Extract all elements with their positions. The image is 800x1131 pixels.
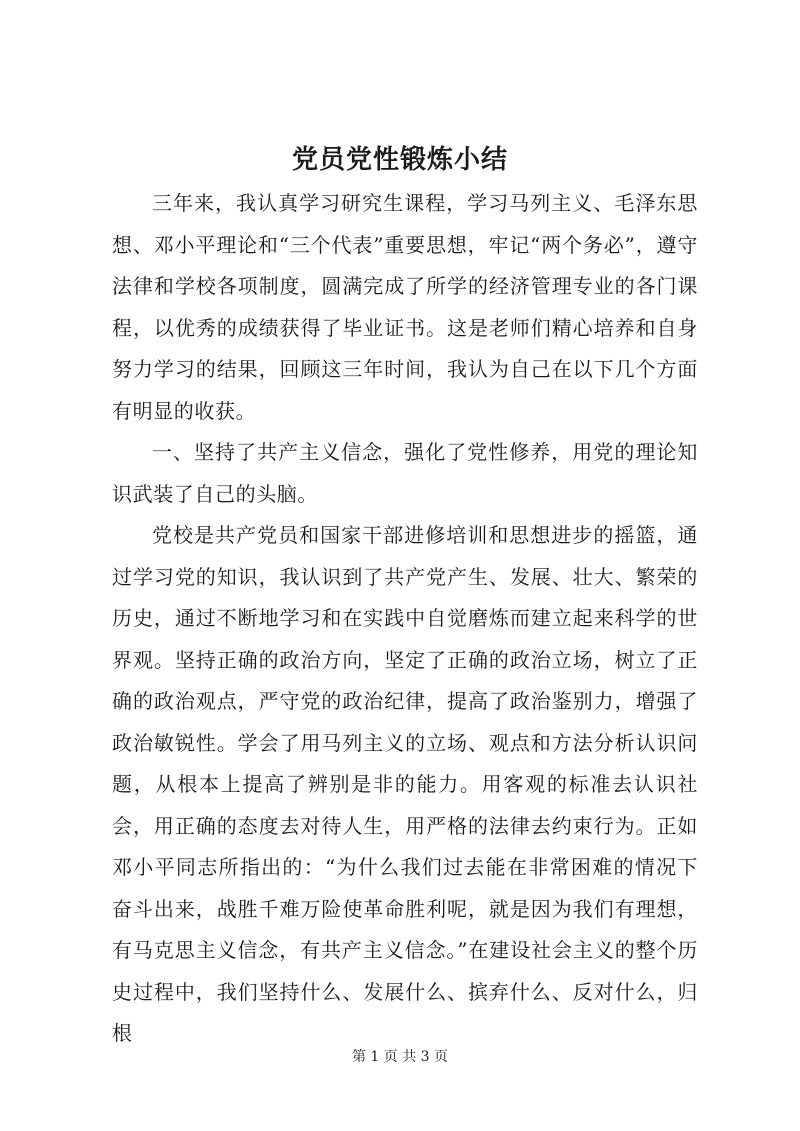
page-footer: 第 1 页 共 3 页 [351,1049,449,1065]
paragraph-party-school: 党校是共产党员和国家干部进修培训和思想进步的摇篮，通过学习党的知识，我认识到了共产党产生、发展、壮大、繁荣的历史，通过不断地学习和在实践中自觉磨炼而建立起来科学的世界观。坚持正确的政治方向，坚定了正确的政治立场，树立了正确的政治观点，严守党的政治纪律，提高了政治鉴别力，增强了政治敏锐性。学会了用马列主义的立场、观点和方法分析认识问题，从根本上提高了辨别是非的能力。用客观的标准去认识社会，用正确的态度去对待人生，用严格的法律去约束行为。正如邓小平同志所指出的：“为什么我们过去能在非常困难的情况下奋斗出来，战胜千难万险使革命胜利呢，就是因为我们有理想，有马克思主义信念，有共产主义信念。”在建设社会主义的整个历史过程中，我们坚持什么、发展什么、摈弃什么、反对什么，归根 [112,523,698,1045]
document-body [112,183,698,1055]
paragraph-section-heading: 一、坚持了共产主义信念，强化了党性修养，用党的理论知识武装了自己的头脑。 [112,440,698,506]
document-title: 党员党性锻炼小结 [291,145,508,175]
paragraph-intro: 三年来，我认真学习研究生课程，学习马列主义、毛泽东思想、邓小平理论和“三个代表”重要思想，牢记“两个务必”，遵守法律和学校各项制度，圆满完成了所学的经济管理专业的各门课程，以优秀的成绩获得了毕业证书。这是老师们精心培养和自身努力学习的结果，回顾这三年时间，我认为自己在以下几个方面有明显的收获。 [112,191,698,423]
